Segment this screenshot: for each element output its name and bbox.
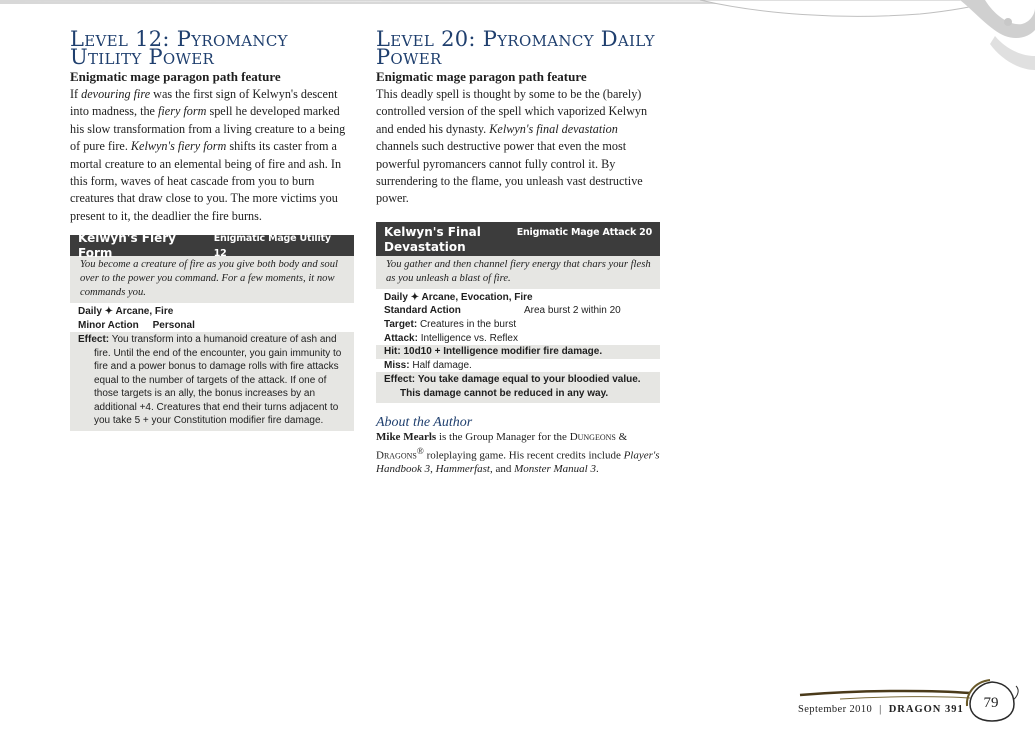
footer-separator: | [879,704,882,715]
power-hit: Hit: 10d10 + Intelligence modifier fire damage. [376,345,660,359]
about-author-text: Mike Mearls is the Group Manager for the Dungeons & Dragons® roleplaying game. His recent credits include Player's Handbook 3, Hammerfast, and Monster Manual 3. [376,431,660,476]
paragon-path-subheading: Enigmatic mage paragon path feature [376,69,587,84]
final-devastation-description: This deadly spell is thought by some to be the (barely) controlled version of the spell which vaporized Kelwyn and ended his dynasty. Kelwyn's final devastation channels such destructive power that even the most powerful pyromancers cannot fully control it. By surrendering to the flame, you unleash vast destructive power. [376,87,648,206]
fiery-form-power-block [70,230,354,431]
power-effect: Effect: You take damage equal to your bloodied value. This damage cannot be reduced in any way. [376,372,660,403]
power-flavor-text: You become a creature of fire as you give both body and soul over to the power you command. For a few moments, it now commands you. [70,256,354,303]
power-target: Target: Creatures in the burst [384,319,517,331]
power-effect: Effect: You transform into a humanoid creature of ash and fire. Until the end of the encounter, you gain immunity to fire and a power bonus to damage rolls with fire attacks equal to the number of targets of the attack. If one of those targets is an ally, the bonus increases by an additional +4. Creatures that end their turns adjacent to you take 5 + your Constitution modifier fire damage. [70,332,354,431]
power-action-line: Standard Action Area burst 2 within 20 [384,305,621,317]
power-header [70,230,354,260]
power-attack: Attack: Intelligence vs. Reflex [384,332,518,344]
magazine-title: DRAGON 391 [888,704,964,715]
power-miss: Miss: Half damage. [384,359,472,371]
power-flavor-text: You gather and then channel fiery energy that chars your flesh as you unleash a blast of fire. [376,256,660,289]
right-column [376,27,660,477]
power-name: Kelwyn's Fiery Form [78,230,176,260]
power-header [376,222,660,256]
page-footer [798,704,964,715]
power-action-line: Minor Action Personal [78,319,195,331]
pyromancy-daily-heading [376,27,660,69]
about-author-heading: About the Author [376,415,473,431]
power-type: Enigmatic Mage Attack 20 [516,226,652,238]
power-name: Kelwyn's Final Devastation [384,224,481,254]
issue-date: September 2010 [798,704,873,715]
heading-line: Level 20: Pyromancy Daily [376,27,655,51]
power-keywords: Daily ✦ Arcane, Evocation, Fire [384,291,533,303]
left-column [70,27,354,431]
fiery-form-description: If devouring fire was the first sign of Kelwyn's descent into madness, the fiery form spell he developed marked his slow transformation from a living creature to a being of pure fire. Kelwyn's fiery form shifts its caster from a mortal creature to an elemental being of fire and ash. In this form, waves of heat cascade from you to burn creatures that draw close to you. The more victims you present to it, the deadlier the fire burns. [70,87,346,223]
paragon-path-subheading: Enigmatic mage paragon path feature [70,69,281,84]
pyromancy-utility-heading [70,27,354,69]
page-number: 79 [983,695,999,711]
heading-line: Utility Power [70,45,215,69]
power-type: Enigmatic Mage Utility 12 [213,232,331,259]
power-keywords: Daily ✦ Arcane, Fire [78,306,174,318]
heading-line: Power [376,45,442,69]
heading-line: Level 12: Pyromancy [70,27,288,51]
final-devastation-power-block [376,222,660,404]
